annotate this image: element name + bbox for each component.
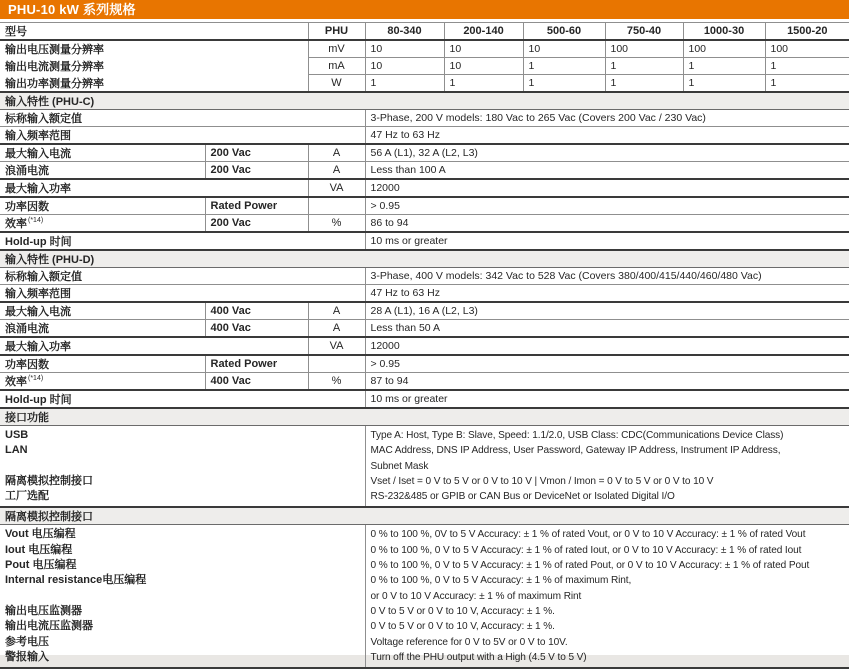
row-unit: mA: [308, 58, 365, 75]
page-title: PHU-10 kW 系列规格: [0, 0, 849, 19]
row-label: 功率因数: [0, 355, 205, 373]
row-unit: %: [308, 215, 365, 233]
table-row: [0, 110, 849, 127]
row-label: 输出功率测量分辨率: [5, 77, 104, 90]
row-value: 10: [365, 58, 444, 75]
table-row: [0, 197, 849, 215]
block-value-line: 0 % to 100 %, 0 V to 5 V Accuracy: ± 1 % of rated Pout, or 0 V to 10 V Accuracy: ± 1 % of rated Pout: [370, 560, 810, 572]
section-title: 输入特性 (PHU-D): [0, 250, 849, 268]
row-value: 47 Hz to 63 Hz: [365, 285, 849, 303]
block-value-line: Turn off the PHU output with a High (4.5 V to 5 V): [370, 651, 587, 663]
row-value: 1: [765, 58, 849, 75]
block-value-line: 0 V to 5 V or 0 V to 10 V, Accuracy: ± 1 %.: [370, 621, 555, 633]
row-label: 最大输入功率: [0, 337, 308, 355]
row-value: 1: [765, 75, 849, 93]
section-header-row: [0, 408, 849, 426]
table-row: [0, 40, 849, 58]
table-row: [0, 426, 849, 508]
block-value-line: Subnet Mask: [370, 460, 429, 472]
table-row: [0, 75, 849, 93]
row-unit: A: [308, 302, 365, 320]
row-value: 12000: [365, 337, 849, 355]
row-value: 3-Phase, 200 V models: 180 Vac to 265 Vac (Covers 200 Vac / 230 Vac): [365, 110, 849, 127]
table-row: [0, 127, 849, 145]
model-col-3: 750-40: [605, 23, 683, 41]
block-value-line: Vset / Iset = 0 V to 5 V or 0 V to 10 V | Vmon / Imon = 0 V to 5 V or 0 V to 10 V: [370, 475, 714, 487]
row-unit: %: [308, 373, 365, 391]
row-unit: [308, 355, 365, 373]
row-label: 输入频率范围: [0, 285, 365, 303]
block-label-line: 输出电压监测器: [5, 604, 82, 617]
block-label-line: [5, 459, 360, 474]
block-label-line: Pout 电压编程: [5, 559, 77, 572]
block-label-line: USB: [5, 429, 29, 441]
table-row: [0, 285, 849, 303]
row-value: Less than 100 A: [365, 162, 849, 180]
model-col-1: 200-140: [444, 23, 523, 41]
model-label: 型号: [0, 23, 308, 41]
row-unit: VA: [308, 179, 365, 197]
table-row: [0, 58, 849, 75]
table-row: [0, 355, 849, 373]
row-value: 47 Hz to 63 Hz: [365, 127, 849, 145]
row-value: Less than 50 A: [365, 320, 849, 338]
block-value-line: RS-232&485 or GPIB or CAN Bus or DeviceNet or Isolated Digital I/O: [370, 491, 675, 503]
row-value: 100: [605, 40, 683, 58]
row-value: > 0.95: [365, 355, 849, 373]
table-row: [0, 179, 849, 197]
row-value: 1: [683, 58, 765, 75]
spec-table: [0, 22, 849, 669]
row-condition: 400 Vac: [205, 302, 308, 320]
section-title: 接口功能: [0, 408, 849, 426]
section-title: 输入特性 (PHU-C): [0, 92, 849, 110]
block-label-line: 参考电压: [5, 635, 49, 648]
table-row: [0, 302, 849, 320]
row-condition: 200 Vac: [205, 162, 308, 180]
interface-values: [365, 426, 849, 508]
row-label: 标称输入额定值: [0, 268, 365, 285]
block-label-line: [5, 589, 360, 604]
row-value: 1: [523, 75, 605, 93]
row-condition: 400 Vac: [205, 320, 308, 338]
row-value: 10: [444, 58, 523, 75]
row-condition: 400 Vac: [205, 373, 308, 391]
block-value-line: 0 V to 5 V or 0 V to 10 V, Accuracy: ± 1 %.: [370, 605, 555, 617]
block-value-line: or 0 V to 10 V Accuracy: ± 1 % of maximum Rint: [370, 590, 582, 602]
row-condition: Rated Power: [205, 355, 308, 373]
block-label-line: Iout 电压编程: [5, 543, 73, 556]
row-label: 输出电流测量分辨率: [5, 61, 104, 73]
table-row: [0, 232, 849, 250]
row-label: 浪涌电流: [0, 320, 205, 338]
model-col-2: 500-60: [523, 23, 605, 41]
row-value: 1: [444, 75, 523, 93]
table-row: [0, 144, 849, 162]
analog-labels: [0, 525, 365, 668]
row-value: 10: [365, 40, 444, 58]
row-value: 100: [683, 40, 765, 58]
block-label-line: 隔离模拟控制接口: [5, 474, 93, 487]
analog-values: [365, 525, 849, 668]
row-value: 1: [605, 58, 683, 75]
footnote-marker: (*14): [28, 217, 44, 225]
row-value: 1: [365, 75, 444, 93]
table-row: [0, 320, 849, 338]
row-label: 最大输入电流: [0, 302, 205, 320]
table-row: [0, 373, 849, 391]
model-header-row: [0, 23, 849, 41]
row-label: 浪涌电流: [0, 162, 205, 180]
row-unit: A: [308, 320, 365, 338]
footnote-marker: (*14): [28, 375, 44, 383]
block-label-line: 输出电流压监测器: [5, 620, 93, 633]
row-value: 10 ms or greater: [365, 390, 849, 408]
row-value: 1: [605, 75, 683, 93]
block-value-line: 0 % to 100 %, 0 V to 5 V Accuracy: ± 1 % of rated Iout, or 0 V to 10 V Accuracy: ± 1 % of rated Iout: [370, 544, 802, 556]
row-label: 输入频率范围: [0, 127, 365, 145]
row-condition: 200 Vac: [205, 215, 308, 233]
row-unit: A: [308, 162, 365, 180]
block-value-line: Voltage reference for 0 V to 5V or 0 V to 10V.: [370, 636, 568, 648]
block-label-line: 警报输入: [5, 650, 49, 663]
block-value-line: Type A: Host, Type B: Slave, Speed: 1.1/2.0, USB Class: CDC(Communications Device Class): [370, 430, 784, 441]
row-label: 功率因数: [0, 197, 205, 215]
block-label-line: LAN: [5, 444, 28, 457]
row-unit: VA: [308, 337, 365, 355]
row-label: 输出电压测量分辨率: [5, 44, 104, 57]
table-row: [0, 337, 849, 355]
row-value: 10 ms or greater: [365, 232, 849, 250]
row-label: Hold-up 时间: [0, 390, 365, 408]
section-header-row: [0, 92, 849, 110]
interface-labels: [0, 426, 365, 508]
row-unit: mV: [308, 40, 365, 58]
row-value: 56 A (L1), 32 A (L2, L3): [365, 144, 849, 162]
row-label-text: 效率: [5, 376, 27, 388]
table-row: [0, 390, 849, 408]
block-label-line: Internal resistance电压编程: [5, 574, 147, 587]
row-unit: W: [308, 75, 365, 93]
row-label: [0, 215, 205, 233]
row-label: [0, 373, 205, 391]
table-row: [0, 215, 849, 233]
block-value-line: 0 % to 100 %, 0 V to 5 V Accuracy: ± 1 % of maximum Rint,: [370, 575, 632, 587]
table-row: [0, 268, 849, 285]
row-label: 最大输入电流: [0, 144, 205, 162]
row-condition: 200 Vac: [205, 144, 308, 162]
row-label: 标称输入额定值: [0, 110, 365, 127]
block-label-line: Vout 电压编程: [5, 528, 76, 541]
model-col-4: 1000-30: [683, 23, 765, 41]
phu-label: PHU: [308, 23, 365, 41]
model-col-0: 80-340: [365, 23, 444, 41]
row-unit: A: [308, 144, 365, 162]
row-value: 10: [444, 40, 523, 58]
section-header-row: [0, 250, 849, 268]
row-value: 28 A (L1), 16 A (L2, L3): [365, 302, 849, 320]
section-header-row: [0, 507, 849, 525]
row-condition: Rated Power: [205, 197, 308, 215]
row-label: 最大输入功率: [0, 179, 308, 197]
row-value: 86 to 94: [365, 215, 849, 233]
row-value: 87 to 94: [365, 373, 849, 391]
row-value: > 0.95: [365, 197, 849, 215]
table-row: [0, 525, 849, 668]
block-label-line: 工厂选配: [5, 490, 49, 503]
row-label-text: 效率: [5, 218, 27, 230]
row-value: 100: [765, 40, 849, 58]
section-title: 隔离模拟控制接口: [0, 507, 849, 525]
row-value: 1: [683, 75, 765, 93]
table-row: [0, 162, 849, 180]
block-value-line: 0 % to 100 %, 0V to 5 V Accuracy: ± 1 % of rated Vout, or 0 V to 10 V Accuracy: ± 1 % of rated Vout: [370, 529, 806, 541]
model-col-5: 1500-20: [765, 23, 849, 41]
row-value: 10: [523, 40, 605, 58]
row-value: 3-Phase, 400 V models: 342 Vac to 528 Vac (Covers 380/400/415/440/460/480 Vac): [365, 268, 849, 285]
row-value: 1: [523, 58, 605, 75]
block-value-line: MAC Address, DNS IP Address, User Password, Gateway IP Address, Instrument IP Address,: [370, 445, 781, 457]
row-unit: [308, 197, 365, 215]
row-label: Hold-up 时间: [0, 232, 365, 250]
row-value: 12000: [365, 179, 849, 197]
